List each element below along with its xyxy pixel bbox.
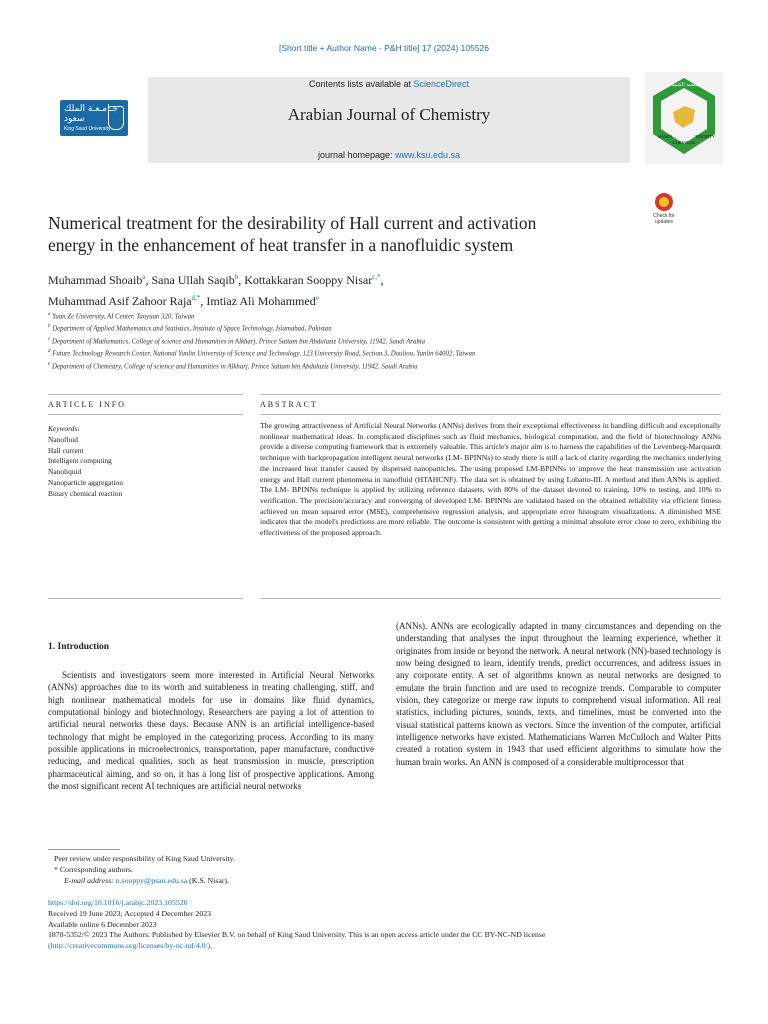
email-suffix: (K.S. Nisar). (187, 876, 229, 885)
author-name[interactable]: Sana Ullah Saqib (151, 273, 235, 287)
author-affiliation-mark[interactable]: d,* (191, 294, 201, 302)
email-note (48, 875, 378, 886)
abstract-bottom-rule (260, 598, 721, 599)
received-dates: Received 19 June 2023; Accepted 4 December 2023 (48, 908, 212, 918)
article-info-heading: ARTICLE INFO (48, 400, 126, 409)
license-text: 1878-5352/© 2023 The Authors. Published by Elsevier B.V. on behalf of King Saud University. This is an open access article under the CC BY-NC-ND license (48, 930, 546, 940)
author-name[interactable]: Imtiaz Ali Mohammed (206, 294, 316, 308)
introduction-left-column: Scientists and investigators seem more interested in Artificial Neural Networks (ANNs) approaches due to its worth and suitableness in treating challenging, stiff, and high nonlinear mathematical models for use in domains like fluid dynamics, computational biology and biotechnology. Researchers are paying a lot of attention to artificial neural networks these days. Because ANN is an artificial intelligence-based technology that might be employed in the categorizing process. According to its many possible applications in microelectronics, transportation, paper manufacture, conductive reducing, and medical qualities, such as heat transmission in muscle, prescription pharmaceutical aiming, and so on, it has a long list of prospective applications. Among the most significant recent AI techniques are artificial neural networks (48, 670, 374, 792)
author-separator: , (145, 273, 152, 287)
affiliation-item (48, 347, 738, 359)
affiliation-text: Department of Applied Mathematics and Statistics, Institute of Space Technology, Islamabad, Pakistan (52, 325, 332, 333)
journal-name: Arabian Journal of Chemistry (287, 105, 491, 124)
affiliation-item (48, 360, 738, 372)
contents-prefix: Contents lists available at (308, 79, 414, 89)
saudi-chemical-society-logo (645, 72, 723, 164)
keyword-item: Intelligent computing (48, 456, 112, 466)
keyword-item: Binary chemical reaction (48, 488, 123, 498)
sciencedirect-link[interactable]: ScienceDirect (413, 79, 470, 89)
keywords-block (48, 424, 238, 500)
author-name[interactable]: Kottakkaran Sooppy Nisar (244, 273, 373, 287)
footnotes (48, 853, 378, 886)
author-affiliation-mark[interactable]: a (142, 273, 146, 281)
running-header[interactable]: [Short title + Author Name - P&H title] 17 (2024) 105526 (278, 43, 490, 53)
keyword-item: Nanoliquid (48, 467, 82, 477)
keyword-item: Nanoparticle aggregation (48, 477, 123, 487)
author-separator: , (238, 273, 245, 287)
license-statement (48, 930, 722, 952)
crossmark-label (649, 213, 679, 225)
affiliation-mark: e (48, 361, 51, 367)
footnote-rule (48, 849, 120, 850)
society-logo-right-text: SOCIETY (695, 134, 715, 139)
crossmark-icon (655, 193, 673, 211)
article-title-line2: energy in the enhancement of heat transfer in a nanofluidic system (48, 235, 514, 255)
author-affiliation-mark[interactable]: c,* (372, 273, 381, 281)
author-name[interactable]: Muhammad Asif Zahoor Raja (48, 294, 192, 308)
affiliation-mark: d (48, 349, 51, 355)
introduction-right-column: (ANNs). ANNs are ecologically adapted in many circumstances and depending on the understanding that analyses the input throughout the learning experience, whether it originates from inside or beyond the network. A neural network (NN)-based technology is now being designed to learn, identify trends, predict occurrences, and address issues in any corporate entity. A set of algorithms known as neural networks are designed to emulate the brain function and are used to recognize trends. Comparable to computer vision, they categorize or merge raw inputs to comprehend visual information. All real statistics, including pictures, sounds, texts, and timelines, must be converted into the visual statistical patterns known as vectors. Since the invention of the computer, artificial intelligence networks have existed. Mathematicians Warren McCulloch and Walter Pitts created a rotation system in 1943 that used efficient algorithms to simulate how the human brain works. An ANN is composed of a considerable multiprocessor that (396, 621, 721, 767)
society-logo-arabic-text: الجمعية الكيميائية (666, 82, 702, 88)
article-title (48, 212, 628, 256)
author-affiliation-mark[interactable]: b (234, 273, 239, 281)
introduction-heading: 1. Introduction (48, 642, 110, 652)
corresponding-note: * Corresponding authors. (54, 865, 134, 874)
author-list (48, 268, 648, 310)
author-name[interactable]: Muhammad Shoaib (48, 273, 143, 287)
article-title-line1: Numerical treatment for the desirability of Hall current and activation (48, 213, 537, 233)
author-separator: , (200, 294, 207, 308)
ksu-logo (60, 100, 128, 136)
abstract-text: The growing attractiveness of Artificial Neural Networks (ANNs) derives from their exceptional effectiveness in handling difficult and exceptionally nonlinear mathematical ideas. In complicated disciplines such as fluid mechanics, biological computation, and the field of biotechnology ANNs provide a diverse computing framework that is extremely valuable. This article's major aim is to harness the capabilities of the Levenberg-Marquardt technique with backpropagation intelligent neural networks (LM- BPINNs) to study there is still a lack of clarity regarding the mechanics underlying the increased heat transfer caused by dispersed nanoparticles. The using proposed LM-BPINNs to improve the heat transmission use activation energy and Hall current phenomena in nanofluid (HTAHCNF). The data set is obtained by using Lobatto-III. A method and then ANNs is applied. The LM- BPINNs technique is applied by utilizing reference datasets, with 80% of the dataset devoted to training, 10% to testing, and 10% to verification. The precision/accuracy and converging of developed LM- BPINNs are validated based on the obtained reliability via efficient fitness achieved on mean squared error (MSE), comprehensive regression analysis, and appropriate error histogram visualizations. A diminished MSE indicates that the model's predictions are more reliable. The outcome is consistent with getting a minimal absolute error close to zero, exhibiting the effectiveness of the proposed approach. (260, 421, 721, 538)
journal-homepage-line (148, 150, 630, 160)
society-logo-bottom-text: CHEMICAL (672, 140, 696, 145)
email-link[interactable]: n.sooppy@psau.edu.sa (115, 876, 188, 885)
check-for-updates-badge[interactable] (649, 193, 679, 231)
affiliation-item (48, 322, 738, 334)
homepage-link[interactable]: www.ksu.edu.sa (395, 150, 461, 160)
affiliation-mark: b (48, 324, 51, 330)
affiliation-list (48, 310, 738, 372)
ksu-logo-english: King Saud University (64, 126, 111, 132)
keyword-item: Nanofluid (48, 434, 78, 444)
affiliation-text: Department of Chemistry, College of science and Humanities in Alkharj, Prince Sattam bin Abdulaziz University, 11942, Saudi Arabia (51, 363, 418, 371)
author-affiliation-mark[interactable]: e (315, 294, 319, 302)
contents-available-line (148, 79, 630, 89)
keyword-item: Hall current (48, 445, 84, 455)
affiliation-text: Future Technology Research Center, National Yunlin University of Science and Technology, 123 University Road, Section.3, Douliou, Yunlin 64002, Taiwan (52, 350, 476, 358)
crossmark-line2: updates (655, 219, 673, 225)
peer-review-note: Peer review under responsibility of King Saud University. (54, 854, 235, 863)
society-logo-left-text: SAUDI (658, 134, 672, 139)
license-link[interactable]: (http://creativecommons.org/licenses/by-nc-nd/4.0/) (48, 941, 211, 951)
article-info-bottom-rule (48, 598, 243, 599)
license-end: . (210, 941, 213, 951)
doi-link[interactable]: https://doi.org/10.1016/j.arabjc.2023.105526 (48, 898, 188, 907)
homepage-prefix: journal homepage: (317, 150, 396, 160)
affiliation-text: Department of Mathematics, College of science and Humanities in Alkharj, Prince Sattam bin Abdulaziz University, 11942, Saudi Arabia (51, 338, 426, 346)
ksu-crest-icon (108, 106, 124, 130)
affiliation-mark: a (48, 312, 51, 317)
abstract-top-rule (260, 394, 721, 395)
publication-info (48, 898, 722, 952)
abstract-mid-rule (260, 414, 721, 415)
affiliation-text: Yuan Ze University, AI Center, Taoyuan 320, Taiwan (52, 313, 195, 321)
article-info-top-rule (48, 394, 243, 395)
ksu-logo-arabic: جـامـعـة الملك سعود (64, 104, 119, 124)
author-separator: , (380, 273, 384, 287)
abstract-heading: ABSTRACT (260, 400, 318, 409)
crossmark-line1: Check for (653, 213, 675, 219)
available-online-date: Available online 6 December 2023 (48, 919, 157, 929)
affiliation-mark: c (48, 336, 51, 342)
keywords-label: Keywords: (48, 424, 80, 433)
affiliation-item (48, 335, 738, 347)
article-info-mid-rule (48, 414, 243, 415)
affiliation-item (48, 310, 738, 322)
email-label: E-mail address: (64, 876, 116, 885)
